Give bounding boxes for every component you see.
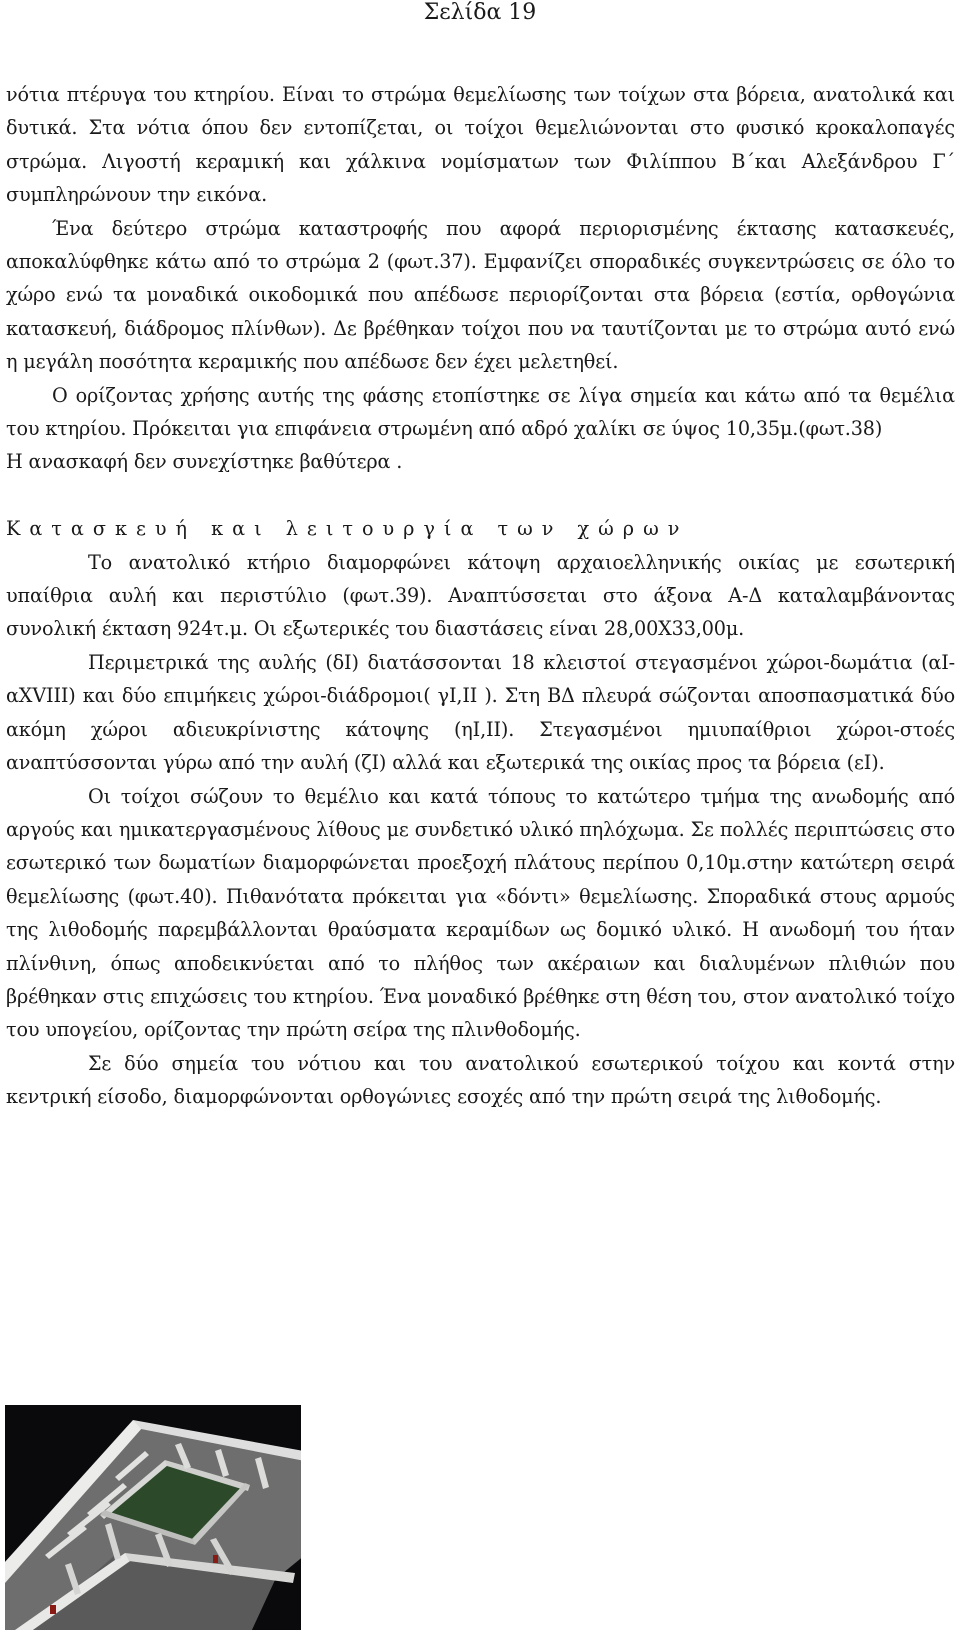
page-number-header: Σελίδα 19 [423,0,537,25]
paragraph-4: Η ανασκαφή δεν συνεχίστηκε βαθύτερα . [6,450,403,474]
paragraph-5: Το ανατολικό κτήριο διαμορφώνει κάτοψη αρχαιοελληνικής οικίας με εσωτερική υπαίθρια αυλή και περιστύλιο (φωτ.39). Αναπτύσσεται στο άξονα Α-Δ καταλαμβάνοντας συνολική έκταση 924τ.μ. Οι εξωτερικές του διαστάσεις είναι 28,00Χ33,00μ. [6,550,955,641]
paragraph-3: Ο ορίζοντας χρήσης αυτής της φάσης ετοπίστηκε σε λίγα σημεία και κάτω από τα θεμέλια του κτηρίου. Πρόκειται για επιφάνεια στρωμένη από αδρό χαλίκι σε ύψος 10,35μ.(φωτ.38) [6,383,955,441]
document-body [6,78,955,1114]
paragraph-8: Σε δύο σημεία του νότιου και του ανατολικού εσωτερικού τοίχου και κοντά στην κεντρική είσοδο, διαμορφώνονται ορθογώνιες εσοχές από την πρώτη σειρά της λιθοδομής. [6,1051,955,1109]
section-heading: Κατασκευή και λειτουργία των χώρων [6,517,689,541]
paragraph-1: νότια πτέρυγα του κτηρίου. Είναι το στρώμα θεμελίωσης των τοίχων στα βόρεια, ανατολικά και δυτικά. Στα νότια όπου δεν εντοπίζεται, οι τοίχοι θεμελιώνονται στο φυσικό κροκαλοπαγές στρώμα. Λιγοστή κεραμική και χάλκινα νομίσματων των Φιλίππου Β΄και Αλεξάνδρου Γ΄ συμπληρώνουν την εικόνα. [6,83,955,207]
paragraph-6: Περιμετρικά της αυλής (δΙ) διατάσσονται 18 κλειστοί στεγασμένοι χώροι-δωμάτια (αΙ-αΧVIII) και δύο επιμήκεις χώροι-διάδρομοι( γΙ,ΙΙ ). Στη ΒΔ πλευρά σώζονται αποσπασματικά δύο ακόμη χώροι αδιευκρίνιστης κάτοψης (ηΙ,ΙΙ). Στεγασμένοι ημιυπαίθριοι χώροι-στοές αναπτύσσονται γύρω από την αυλή (ζΙ) αλλά και εξωτερικά της οικίας προς τα βόρεια (εΙ). [6,650,955,775]
3d-building-model-icon [5,1405,301,1630]
section-spacer [6,479,955,512]
building-model-figure [5,1405,301,1630]
paragraph-2: Ένα δεύτερο στρώμα καταστροφής που αφορά περιορισμένης έκτασης κατασκευές, αποκαλύφθηκε κάτω από το στρώμα 2 (φωτ.37). Εμφανίζει σποραδικές συγκεντρώσεις σε όλο το χώρο ενώ τα μοναδικά οικοδομικά που απέδωσε περιορίζονται στα βόρεια (εστία, ορθογώνια κατασκευή, διάδρομος πλίνθων). Δε βρέθηκαν τοίχοι που να ταυτίζονται με το στρώμα αυτό ενώ η μεγάλη ποσότητα κεραμικής που απέδωσε δεν έχει μελετηθεί. [6,216,955,374]
paragraph-7: Οι τοίχοι σώζουν το θεμέλιο και κατά τόπους το κατώτερο τμήμα της ανωδομής από αργούς και ημικατεργασμένους λίθους με συνδετικό υλικό πηλόχωμα. Σε πολλές περιπτώσεις στο εσωτερικό των δωματίων διαμορφώνεται προεξοχή πλάτους περίπου 0,10μ.στην κατώτερη σειρά θεμελίωσης (φωτ.40). Πιθανότατα πρόκειται για «δόντι» θεμελίωσης. Σποραδικά στους αρμούς της λιθοδομής παρεμβάλλονται θραύσματα κεραμίδων ως δομικό υλικό. Η ανωδομή του ήταν πλίνθινη, όπως αποδεικνύεται από το πλήθος των ακέραιων και διαλυμένων πλιθιών που βρέθηκαν στις επιχώσεις του κτηρίου. Ένα μοναδικό βρέθηκε στη θέση του, στον ανατολικό τοίχο του υπογείου, ορίζοντας την πρώτη σείρα της πλινθοδομής. [6,784,955,1042]
